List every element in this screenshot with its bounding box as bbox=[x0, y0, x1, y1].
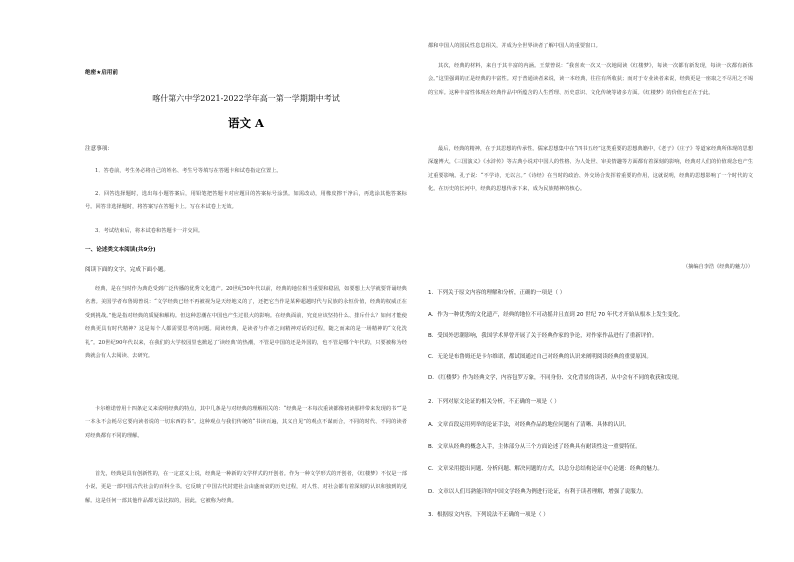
question-2-option-d: D．文章以人们耳熟能详的中国文学经典为例进行论证，有利于读者理解，增强了说服力。 bbox=[428, 489, 647, 495]
section-heading: 一、论述类文本阅读(共9分) bbox=[85, 247, 156, 253]
question-1-option-a: A．作为一种优秀的文化遗产，经典的地位不可动摇并且直到 20 世纪 70 年代才开始从根本上发生变化。 bbox=[428, 312, 684, 318]
article-paragraph-5: 其次，经典的材料，来自于其丰富的内涵。王蒙曾说：“我喜欢一次又一次地阅读《红楼梦》，每读一次都有新发现，每读一次都有新体会。”这里强调的正是经典的丰富性。对于普通读者来说，读一本经典，往往有所收获；而对于专业读者来说，经典更是一座取之不尽用之不竭的宝库。这种丰富性体现在经典作品中所蕴含的人生哲理、历史意识、文化传统等诸多方面。《红楼梦》的价值也正在于此。 bbox=[428, 63, 753, 96]
article-source: （摘编自李浩《经典的魅力》） bbox=[682, 264, 753, 270]
note-item-2: 2．回答选择题时，选出每小题答案后，用铅笔把答题卡对应题目的答案标号涂黑。如需改动，用橡皮擦干净后，再选涂其他答案标号。回答非选择题时，将答案写在答题卡上。写在本试卷上无效。 bbox=[85, 191, 407, 211]
article-paragraph-2: 卡尔维诺曾用十四条定义来说明经典的特点，其中几条是与对经典的理解相关的：“经典是一本每次重读都像初读那样带来发现的书”“是一本永不会耗尽它要向读者说的一切东西的书”。这种观点与我们传统的“书读百遍，其义自见”的观点不谋而合，不同的时代、不同的读者对经典都有不同的理解。 bbox=[85, 406, 407, 439]
section-instruction: 阅读下面的文字，完成下面小题。 bbox=[85, 267, 169, 273]
secret-tag: 绝密★启用前 bbox=[85, 70, 118, 76]
notes-heading: 注意事项： bbox=[85, 146, 113, 152]
article-paragraph-4: 都和中国人的国民性息息相关，并成为全世界读者了解中国人的重要窗口。 bbox=[428, 43, 601, 49]
article-paragraph-1: 经典，是在当时作为典范受到广泛传播的优秀文化遗产。20世纪50年代以前，经典的地位相当重要和稳固，如要想上大学就要背诵经典名著。美国学者布鲁姆曾说：“文学经典已经不再被视为是天经地义的了，还把它当作是某种超越时代与民族的永恒价值，经典的权威正在受到挑战。”他是指对经典的质疑和解构。但这种思潮在中国也产生过很大的影响。在经典面前，究竟应该坚持什么、排斥什么？如何才能使经典更具有时代精神？这是每个人都需要思考的问题。阅读经典，是读者与作者之间精神对话的过程，随之而来的是一场精神的“文化洗礼”。20世纪90年代以来，在我们的大学校园里也掀起了‘读经典’的热潮，不管是中国的还是外国的，也不管是哪个年代的，只要被称为经典就会有人去阅读、去研究。 bbox=[85, 286, 407, 360]
question-1-option-c: C．无论是布鲁姆还是卡尔维诺，都试图通过自己对经典的认识来阐明阅读经典的重要原因。 bbox=[428, 354, 652, 360]
note-item-1: 1．答卷前，考生务必将自己的姓名、考生号等填写在答题卡和试卷指定位置上。 bbox=[95, 168, 282, 174]
question-2-option-a: A．文章首段运用列举的论证手法，对经典作品的地位问题有了清晰、具体的认识。 bbox=[428, 422, 630, 428]
exam-title: 喀什第六中学2021-2022学年高一第一学期期中考试 bbox=[152, 94, 340, 103]
question-1-option-d: D．《红楼梦》作为经典文学，内容包罗万象，不同身份、文化背景的读者，从中会有不同的收获和发现。 bbox=[428, 375, 683, 381]
question-2-option-c: C．文章采用提出问题、分析问题、解决问题的方式，以总分总结构论证中心论题：经典的魅力。 bbox=[428, 466, 663, 472]
question-2-option-b: B．文章从经典的概念入手，主体部分从三个方面论述了经典具有耐读性这一重要特征。 bbox=[428, 444, 641, 450]
question-2-stem: 2．下列对原文论证的相关分析，不正确的一项是（ ） bbox=[428, 399, 560, 405]
question-1-option-b: B．受国外思潮影响，我国学术界曾开展了关于经典作家的争论，对作家作品进行了重新评价。 bbox=[428, 333, 658, 339]
article-paragraph-3: 首先，经典是具有创新性的，在一定意义上说，经典是一种新的文学样式的开创者。作为一种文学形式的开创者，《红楼梦》不仅是一部小说，更是一部中国古代社会的百科全书。它反映了中国古代封建社会由盛而衰的历史过程，对人性、对社会都有着深刻的认识和独到的见解。这是任何一部其他作品都无法比拟的，因此，它被称为经典。 bbox=[85, 471, 407, 504]
question-1-stem: 1．下列关于原文内容的理解和分析，正确的一项是（ ） bbox=[428, 290, 566, 296]
note-item-3: 3．考试结束后，将本试卷和答题卡一并交回。 bbox=[95, 228, 204, 234]
question-3-stem: 3．根据原文内容，下列说法不正确的一项是（ ） bbox=[428, 512, 549, 518]
article-paragraph-6: 最后，经典的精神，在于其思想的传承性。儒家思想集中在“四书五经”这类重要的思想典籍中，《老子》《庄子》等道家经典所体现的思想深邃博大，《三国演义》《水浒传》等古典小说对中国人的性格、为人处世、审美情趣等方面都有着深刻的影响，经典对人们的价值观念也产生过重要影响。孔子说：“不学诗，无以言。”《诗经》在当时的政治、外交场合发挥着重要的作用，这就说明，经典的思想影响了一个时代的文化。在历史的长河中，经典的思想传承下来，成为民族精神的核心。 bbox=[428, 146, 753, 193]
subject-title: 语文 A bbox=[228, 116, 264, 130]
